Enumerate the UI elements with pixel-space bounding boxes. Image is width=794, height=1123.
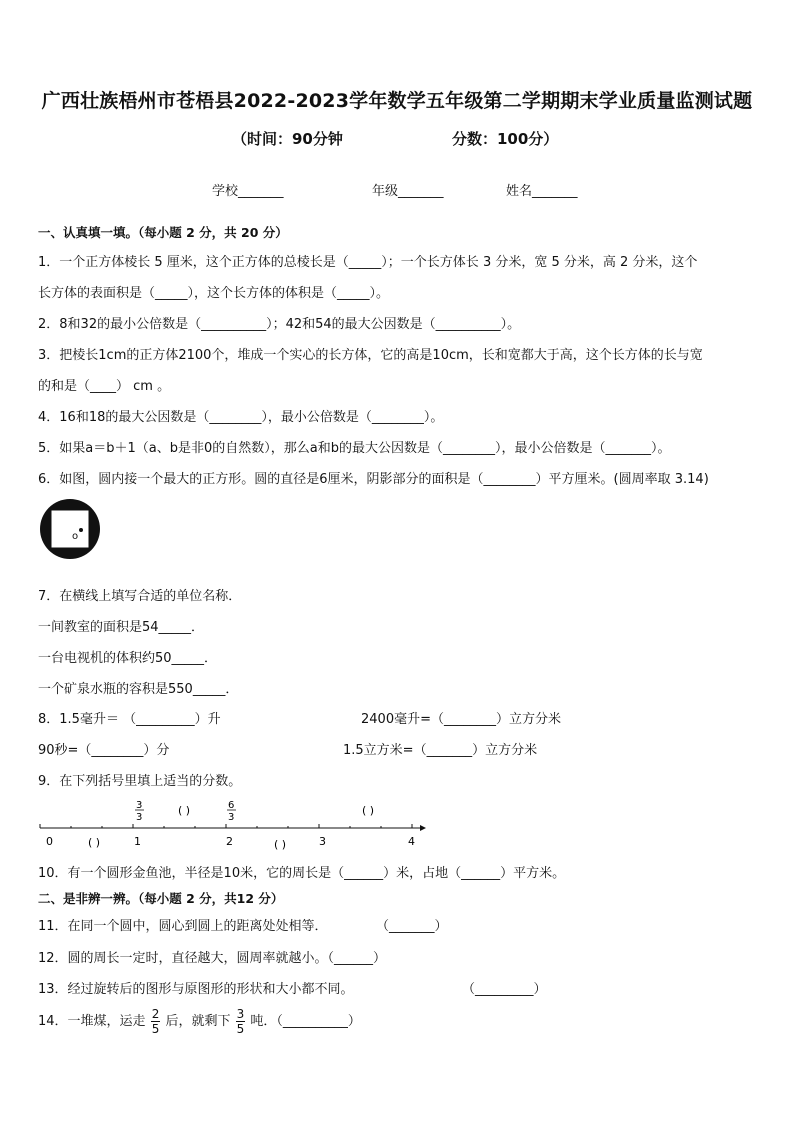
tick-label-3: 3 [319, 835, 326, 848]
question-3-line-2: 的和是（____） cm 。 [38, 379, 171, 394]
question-2: 2．8和32的最小公倍数是（__________）；42和54的最大公因数是（__________）。 [38, 317, 521, 332]
figure-inner-square [51, 510, 89, 548]
school-field[interactable]: 学校_______ [212, 184, 284, 199]
question-5: 5．如果a＝b＋1（a、b是非0的自然数），那么a和b的最大公因数是（________），最小公倍数是（_______）。 [38, 441, 671, 456]
question-13: 13．经过旋转后的图形与原图形的形状和大小都不同。 [38, 982, 354, 997]
fraction-2-5 [151, 1008, 161, 1035]
section-2-heading: 二、是非辨一辨。（每小题 2 分，共12 分） [38, 891, 284, 906]
question-11-blank[interactable]: （_______） [376, 919, 448, 934]
circle-square-figure [38, 497, 102, 561]
fraction-6-3-numerator: 6 [228, 800, 235, 811]
name-field[interactable]: 姓名_______ [506, 184, 578, 199]
question-8-item-4: 1.5立方米=（_______）立方分米 [343, 743, 538, 758]
fraction-3-3-numerator: 3 [136, 800, 143, 811]
question-12: 12．圆的周长一定时，直径越大，圆周率就越小。（______） [38, 951, 387, 966]
figure-label-o: o [72, 531, 79, 542]
question-4: 4．16和18的最大公因数是（________），最小公倍数是（________）。 [38, 410, 444, 425]
number-line-blank-top-2[interactable]: ( ) [362, 804, 375, 817]
number-line [36, 796, 436, 854]
fraction-6-3-denominator: 3 [228, 812, 235, 823]
question-7: 7．在横线上填写合适的单位名称． [38, 589, 242, 604]
question-14-text-c: 吨．（__________） [250, 1014, 361, 1029]
question-1-line-1: 1．一个正方体棱长 5 厘米，这个正方体的总棱长是（_____）；一个长方体长 3 分米，宽 5 分米，高 2 分米，这个 [38, 255, 698, 270]
fraction-2-5-denominator: 5 [151, 1022, 160, 1036]
number-line-blank-top-1[interactable]: ( ) [178, 804, 191, 817]
question-11: 11．在同一个圆中，圆心到圆上的距离处处相等． [38, 919, 328, 934]
question-8-item-1: 8．1.5毫升＝ （_________）升 [38, 712, 221, 727]
question-1-line-2: 长方体的表面积是（_____），这个长方体的体积是（_____）。 [38, 286, 390, 301]
exam-time: （时间：90分钟 [232, 130, 343, 148]
fraction-3-5 [236, 1008, 246, 1035]
number-line-blank-bottom-2[interactable]: ( ) [274, 838, 287, 851]
question-14 [38, 1008, 361, 1035]
number-line-arrow [420, 825, 426, 831]
fraction-3-5-denominator: 5 [236, 1022, 245, 1036]
question-9: 9．在下列括号里填上适当的分数。 [38, 774, 242, 789]
exam-score: 分数：100分） [452, 130, 559, 148]
number-line-major-ticks [40, 824, 412, 828]
tick-label-1: 1 [134, 835, 141, 848]
tick-label-4: 4 [408, 835, 415, 848]
section-1-heading: 一、认真填一填。（每小题 2 分，共 20 分） [38, 225, 288, 240]
question-10: 10．有一个圆形金鱼池，半径是10米，它的周长是（______）米，占地（______）平方米。 [38, 866, 566, 881]
tick-label-2: 2 [226, 835, 233, 848]
tick-label-0: 0 [46, 835, 53, 848]
question-7-item-2: 一台电视机的体积约50_____． [38, 651, 218, 666]
question-7-item-1: 一间教室的面积是54_____． [38, 620, 205, 635]
fraction-3-3-denominator: 3 [136, 812, 143, 823]
exam-title: 广西壮族梧州市苍梧县2022-2023学年数学五年级第二学期期末学业质量监测试题 [41, 90, 753, 112]
fraction-2-5-numerator: 2 [151, 1007, 160, 1021]
question-14-text-a: 14．一堆煤，运走 [38, 1014, 146, 1029]
fraction-3-5-numerator: 3 [236, 1007, 245, 1021]
question-8-item-3: 90秒=（________）分 [38, 743, 170, 758]
question-6: 6．如图，圆内接一个最大的正方形。圆的直径是6厘米，阴影部分的面积是（________）平方厘米。(圆周率取 3.14) [38, 472, 709, 487]
question-3-line-1: 3．把棱长1cm的正方体2100个，堆成一个实心的长方体，它的高是10cm，长和宽都大于高，这个长方体的长与宽 [38, 348, 703, 363]
grade-field[interactable]: 年级_______ [372, 184, 444, 199]
question-8-item-2: 2400毫升=（________）立方分米 [361, 712, 561, 727]
question-7-item-3: 一个矿泉水瓶的容积是550_____． [38, 682, 239, 697]
number-line-blank-bottom-1[interactable]: ( ) [88, 836, 101, 849]
question-14-text-b: 后，就剩下 [165, 1014, 231, 1029]
question-13-blank[interactable]: （_________） [462, 982, 547, 997]
figure-center-dot [79, 528, 83, 532]
